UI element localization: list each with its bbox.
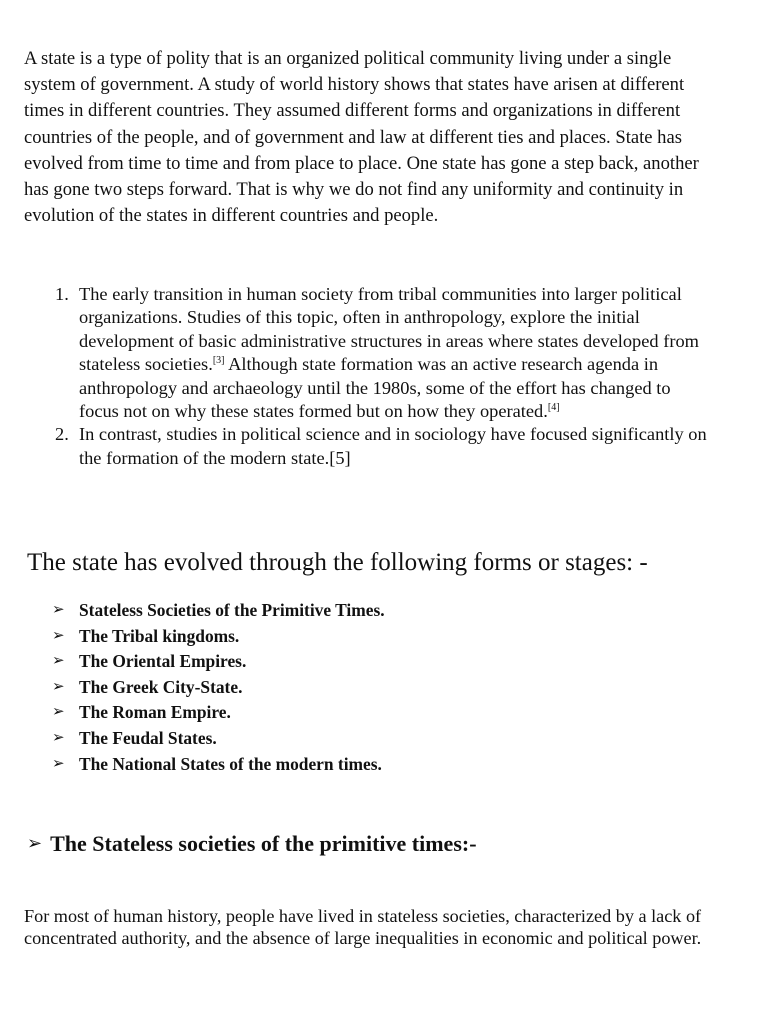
arrow-bullet-icon: ➢	[52, 678, 65, 695]
arrow-bullet-icon: ➢	[27, 833, 43, 853]
stage-label: The Tribal kingdoms.	[79, 625, 240, 646]
list-number: 1.	[55, 284, 69, 304]
arrow-bullet-icon: ➢	[52, 627, 65, 644]
intro-paragraph: A state is a type of polity that is an organized political community living under a single system of government. A study of world history shows that states have arisen at different times in different countries. They assumed different forms and organizations in different countries of the people, and of government and law at different ties and places. State has evolved from time to time and from place to place. One state has gone a step back, another has gone two steps forward. That is why we do not find any uniformity and continuity in evolution of the states in different countries and people.	[24, 48, 699, 227]
arrow-bullet-icon: ➢	[52, 653, 65, 670]
footnote-ref[interactable]: [3]	[212, 355, 225, 367]
arrow-bullet-icon: ➢	[52, 704, 65, 721]
list-item-text: Although state formation was an active research agenda in anthropology and archaeology until the 1980s, some of the effort has changed to focus not on why these states formed but on how they operated.	[79, 354, 671, 422]
list-item	[50, 624, 385, 650]
list-item	[50, 726, 385, 752]
stages-heading: The state has evolved through the following forms or stages: -	[27, 549, 648, 576]
stage-label: Stateless Societies of the Primitive Times.	[79, 600, 385, 620]
list-item-text: The early transition in human society from tribal communities into larger political organizations. Studies of this topic, often in anthropology, explore the initial development of basic administrative structures in areas where states developed from stateless societies.	[79, 284, 699, 375]
footnote-ref[interactable]: [4]	[547, 401, 560, 413]
stage-label: The Feudal States.	[79, 727, 217, 748]
closing-paragraph: For most of human history, people have lived in stateless societies, characterized by a lack of concentrated authority, and the absence of large inequalities in economic and political power.	[24, 906, 702, 948]
list-item	[50, 649, 385, 675]
arrow-bullet-icon: ➢	[52, 602, 65, 618]
arrow-bullet-icon: ➢	[52, 729, 65, 746]
numbered-list	[0, 283, 768, 470]
list-item	[50, 675, 385, 701]
stage-label: The Greek City-State.	[79, 676, 243, 697]
stage-label: The Oriental Empires.	[79, 651, 247, 672]
list-item	[50, 700, 385, 726]
list-number: 2.	[55, 424, 69, 445]
list-item	[50, 752, 385, 778]
stage-label: The Roman Empire.	[79, 702, 231, 723]
list-item	[0, 283, 709, 423]
list-item-text: In contrast, studies in political science and in sociology have focused significantly on the formation of the modern state.[5]	[79, 424, 707, 468]
section-heading-text: The Stateless societies of the primitive times:-	[50, 831, 477, 856]
arrow-bullet-icon: ➢	[52, 755, 65, 772]
stage-label: The National States of the modern times.	[79, 753, 382, 774]
list-item	[0, 423, 709, 470]
list-item	[50, 598, 385, 624]
section-heading	[27, 831, 477, 857]
stages-list	[50, 598, 385, 777]
